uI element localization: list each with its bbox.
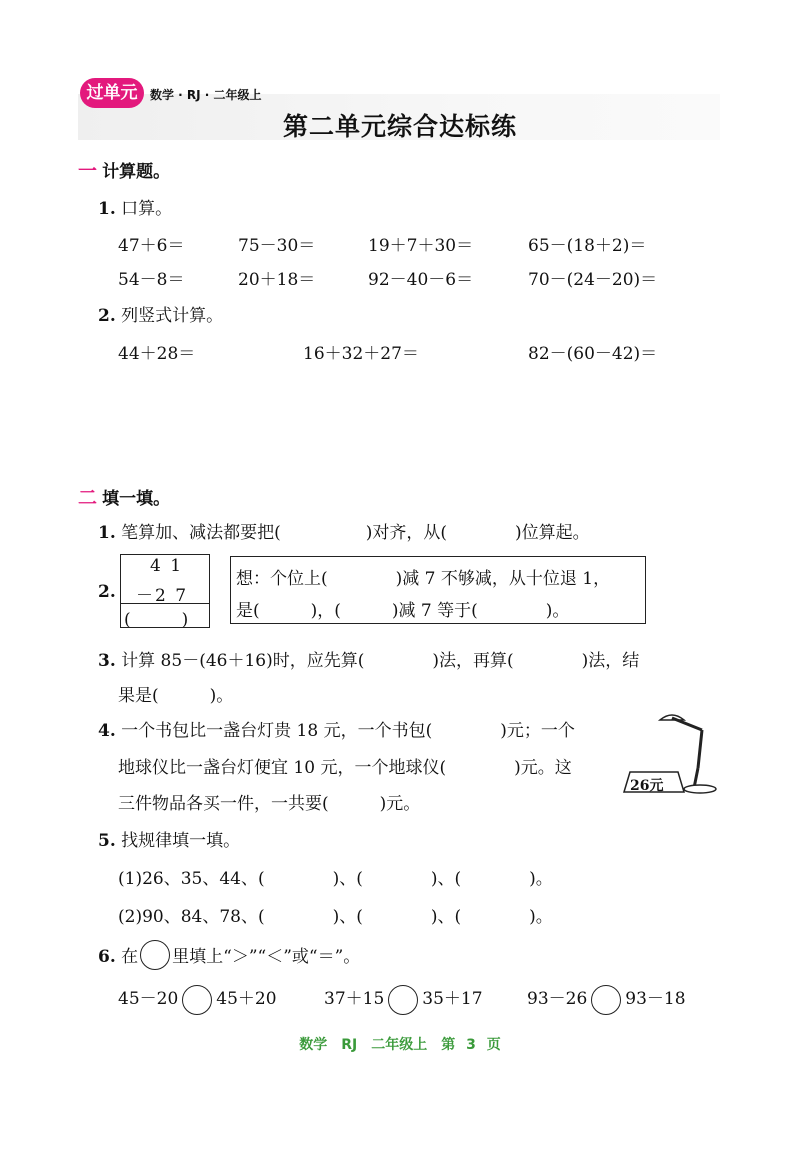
question-1-1 bbox=[98, 194, 172, 219]
hint-line-1: 想：个位上( )减 7 不够减，从十位退 1， bbox=[236, 569, 611, 589]
question-text: 里填上“＞”“＜”或“＝”。 bbox=[172, 947, 361, 967]
question-1-2 bbox=[98, 301, 223, 326]
sequence-1: (1)26、35、44、( )、( )、( )。 bbox=[118, 869, 553, 889]
lamp-price: 26元 bbox=[630, 778, 664, 794]
compare-pair-2 bbox=[324, 984, 483, 1015]
section-1-number: 一 bbox=[78, 160, 98, 182]
compare-left: 37＋15 bbox=[324, 989, 385, 1009]
expression: 44＋28＝ bbox=[118, 344, 196, 364]
question-number: 1. bbox=[98, 523, 116, 543]
question-2-4 bbox=[98, 716, 575, 741]
question-text: 口算。 bbox=[121, 199, 173, 219]
compare-circle-input[interactable] bbox=[388, 985, 418, 1015]
subject-label: 数学 · RJ · 二年级上 bbox=[150, 88, 262, 102]
page-title: 第二单元综合达标练 bbox=[282, 112, 517, 141]
question-number: 2. bbox=[98, 582, 116, 602]
question-text-cont: 地球仪比一盏台灯便宜 10 元，一个地球仪( )元。这 bbox=[118, 758, 572, 778]
question-text: 在 bbox=[121, 947, 139, 967]
section-1-title: 计算题。 bbox=[102, 162, 171, 182]
vertical-mid: －2 7 bbox=[136, 586, 189, 606]
compare-left: 45－20 bbox=[118, 989, 179, 1009]
compare-left: 93－26 bbox=[527, 989, 588, 1009]
question-number: 1. bbox=[98, 199, 116, 219]
compare-circle-input[interactable] bbox=[591, 985, 621, 1015]
compare-pair-3 bbox=[527, 984, 686, 1015]
question-text: 计算 85－(46＋16)时，应先算( )法，再算( )法，结 bbox=[121, 651, 640, 671]
section-2-title: 填一填。 bbox=[102, 489, 171, 509]
expression: 82－(60－42)＝ bbox=[528, 344, 658, 364]
page-footer: 数学 RJ 二年级上 第 3 页 bbox=[299, 1037, 501, 1053]
question-text: 找规律填一填。 bbox=[121, 831, 241, 851]
question-text-cont: 果是( )。 bbox=[118, 686, 234, 706]
sequence-2: (2)90、84、78、( )、( )、( )。 bbox=[118, 907, 553, 927]
expression: 54－8＝ bbox=[118, 270, 185, 290]
expression: 92－40－6＝ bbox=[368, 270, 474, 290]
question-2-1 bbox=[98, 518, 590, 543]
compare-right: 35＋17 bbox=[422, 989, 483, 1009]
question-number: 3. bbox=[98, 651, 116, 671]
hint-line-2: 是( )，( )减 7 等于( )。 bbox=[236, 601, 570, 621]
expression: 20＋18＝ bbox=[238, 270, 316, 290]
compare-right: 45＋20 bbox=[216, 989, 277, 1009]
question-text: 列竖式计算。 bbox=[121, 306, 224, 326]
vertical-result: ( ) bbox=[124, 610, 189, 630]
section-2-number: 二 bbox=[78, 487, 98, 509]
section-2-heading bbox=[78, 483, 170, 510]
question-text: 一个书包比一盏台灯贵 18 元，一个书包( )元；一个 bbox=[121, 721, 575, 741]
expression: 16＋32＋27＝ bbox=[303, 344, 419, 364]
vertical-top: 4 1 bbox=[150, 556, 184, 576]
question-2-6 bbox=[98, 940, 360, 970]
question-2-5 bbox=[98, 826, 240, 851]
question-number: 5. bbox=[98, 831, 116, 851]
question-text-cont: 三件物品各买一件，一共要( )元。 bbox=[118, 794, 421, 814]
expression: 47＋6＝ bbox=[118, 236, 185, 256]
lamp-arm-icon bbox=[672, 718, 702, 730]
compare-pair-1 bbox=[118, 984, 277, 1015]
expression: 65－(18＋2)＝ bbox=[528, 236, 647, 256]
question-number: 6. bbox=[98, 947, 116, 967]
question-2-3 bbox=[98, 646, 639, 671]
section-1-heading bbox=[78, 156, 170, 183]
question-number: 2. bbox=[98, 306, 116, 326]
question-number: 4. bbox=[98, 721, 116, 741]
answer-circle-icon bbox=[140, 940, 170, 970]
lamp-arm-icon bbox=[698, 730, 702, 768]
expression: 75－30＝ bbox=[238, 236, 316, 256]
question-text: 笔算加、减法都要把( )对齐，从( )位算起。 bbox=[121, 523, 590, 543]
lamp-base-icon bbox=[684, 785, 716, 793]
expression: 19＋7＋30＝ bbox=[368, 236, 474, 256]
expression: 70－(24－20)＝ bbox=[528, 270, 658, 290]
compare-right: 93－18 bbox=[625, 989, 686, 1009]
compare-circle-input[interactable] bbox=[182, 985, 212, 1015]
unit-badge: 过单元 bbox=[80, 78, 144, 108]
